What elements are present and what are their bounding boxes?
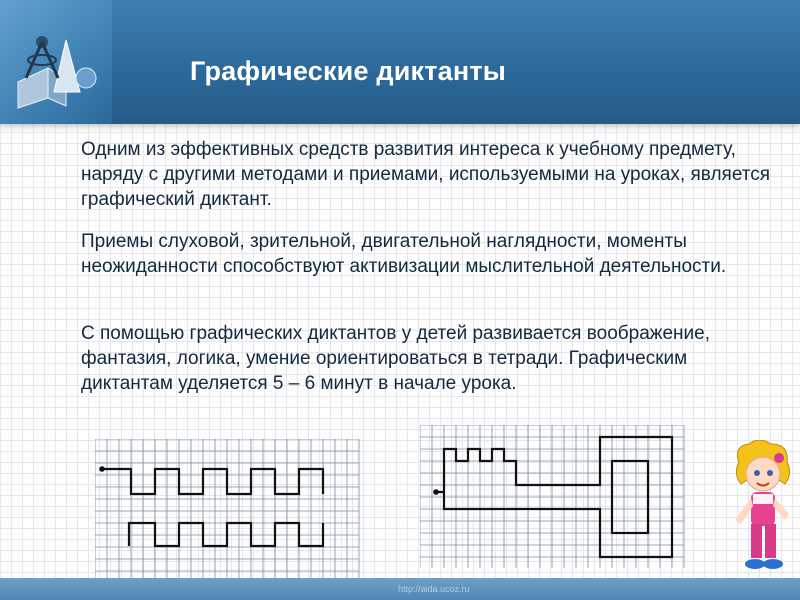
dictation-grid-left bbox=[95, 439, 360, 582]
slide-header bbox=[0, 0, 800, 124]
watermark: http://aida.ucoz.ru bbox=[398, 584, 470, 594]
girl-character-icon bbox=[727, 440, 800, 578]
geometry-logo-icon bbox=[8, 20, 108, 110]
paragraph-2: Приемы слуховой, зрительной, двигательной наглядности, моменты неожиданности способствуют активизации мыслительной деятельности. bbox=[81, 231, 727, 277]
dictation-grid-right bbox=[420, 425, 685, 568]
slide-title: Графические диктанты bbox=[190, 56, 507, 86]
paragraph-1: Одним из эффективных средств развития интереса к учебному предмету, наряду с другими методами и приемами, используемыми на уроках, является графический диктант. bbox=[81, 139, 771, 210]
paragraph-3: С помощью графических диктантов у детей развивается воображение, фантазия, логика, умение ориентироваться в тетради. Графическим диктантам уделяется 5 – 6 минут в начале урока. bbox=[81, 323, 711, 394]
